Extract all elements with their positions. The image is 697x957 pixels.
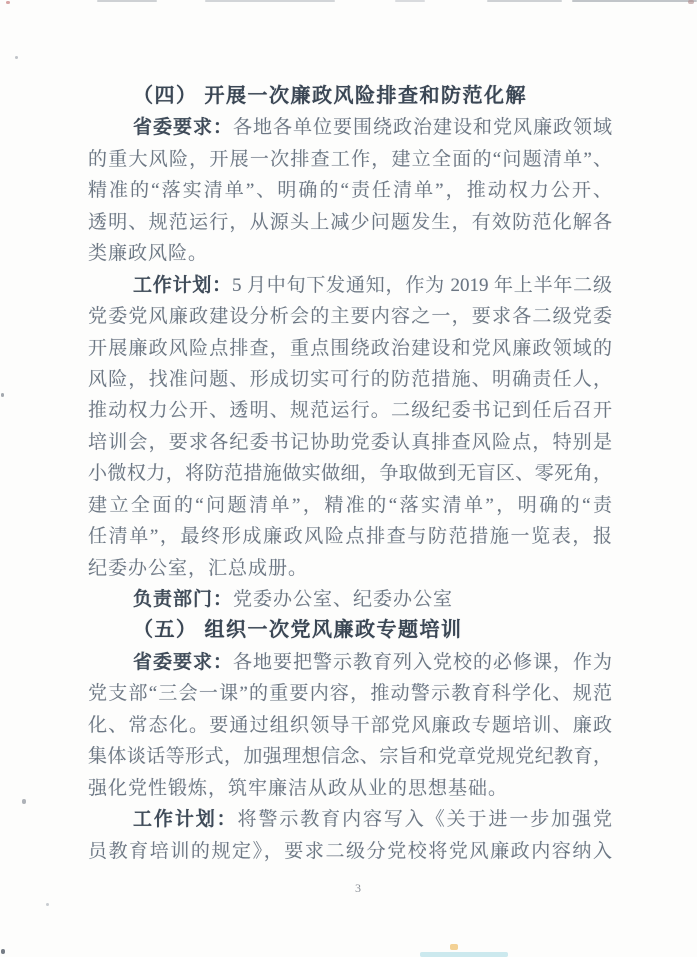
document-line <box>88 584 612 615</box>
document-line <box>88 364 612 395</box>
line-bold-prefix: 省委要求： <box>133 117 233 139</box>
line-bold-prefix: 负责部门： <box>133 589 234 610</box>
line-text: 各地要把警示教育列入党校的必修课，作为 <box>233 651 612 673</box>
document-line <box>88 836 612 867</box>
top-edge-strip <box>205 0 335 2</box>
line-text: 党支部“三会一课”的重要内容，推动警示教育科学化、规范 <box>88 683 612 705</box>
line-text: 类廉政风险。 <box>88 243 209 265</box>
document-line <box>88 710 612 741</box>
document-line <box>88 81 612 112</box>
line-text: 5 月中旬下发通知，作为 2019 年上半年二级 <box>231 274 612 296</box>
top-edge-strip <box>395 0 425 2</box>
document-line <box>88 553 612 584</box>
document-line <box>88 458 612 489</box>
margin-speck <box>15 56 18 59</box>
document-line <box>88 521 612 552</box>
line-text: 开展廉政风险点排查，重点围绕政治建设和党风廉政领域的 <box>88 337 612 359</box>
line-text: 建立全面的“问题清单”，精准的“落实清单”，明确的“责 <box>88 494 612 516</box>
document-line <box>88 490 612 521</box>
line-text: 强化党性锻炼，筑牢廉洁从政从业的思想基础。 <box>88 777 509 799</box>
line-text: （五） 组织一次党风廉政专题培训 <box>133 619 463 642</box>
line-text: 党委办公室、纪委办公室 <box>233 589 454 610</box>
blue-streak <box>420 952 508 957</box>
line-text: 各地各单位要围绕政治建设和党风廉政领域 <box>233 117 612 139</box>
document-line <box>88 333 612 364</box>
document-line <box>88 647 612 678</box>
line-text: 党委党风廉政建设分析会的主要内容之一，要求各二级党委 <box>88 306 612 328</box>
line-bold-prefix: 工作计划： <box>133 274 232 296</box>
margin-speck <box>1 393 4 397</box>
line-text: 纪委办公室，汇总成册。 <box>88 557 309 579</box>
line-bold-prefix: 省委要求： <box>133 651 233 673</box>
page-number: 3 <box>355 881 361 895</box>
document-line <box>88 773 612 804</box>
document-line <box>88 615 612 646</box>
line-text: 将警示教育内容写入《关于进一步加强党 <box>237 809 612 831</box>
line-text: 集体谈话等形式，加强理想信念、宗旨和党章党规党纪教育， <box>88 746 612 768</box>
line-text: 风险，找准问题、形成切实可行的防范措施、明确责任人， <box>88 368 612 390</box>
line-text: 任清单”，最终形成廉政风险点排查与防范措施一览表，报 <box>88 526 612 548</box>
line-text: 透明、规范运行，从源头上减少问题发生，有效防范化解各 <box>88 211 612 233</box>
document-line <box>88 238 612 269</box>
line-text: 推动权力公开、透明、规范运行。二级纪委书记到任后召开 <box>88 400 612 422</box>
line-text: 化、常态化。要通过组织领导干部党风廉政专题培训、廉政 <box>88 714 612 736</box>
margin-speck <box>22 799 26 804</box>
margin-speck <box>46 903 49 906</box>
document-line <box>88 270 612 301</box>
document-line <box>88 301 612 332</box>
top-right-speck <box>688 0 694 4</box>
document-line <box>88 741 612 772</box>
line-text: （四） 开展一次廉政风险排查和防范化解 <box>133 85 528 107</box>
line-text: 的重大风险，开展一次排查工作，建立全面的“问题清单”、 <box>88 148 612 170</box>
document-body <box>88 81 612 867</box>
document-line <box>88 395 612 426</box>
top-left-speck <box>6 1 10 4</box>
document-line <box>88 804 612 835</box>
line-bold-prefix: 工作计划： <box>133 809 238 831</box>
document-line <box>88 175 612 206</box>
line-text: 员教育培训的规定》，要求二级分党校将党风廉政内容纳入 <box>88 840 612 862</box>
document-line <box>88 678 612 709</box>
corner-speck <box>1 949 5 954</box>
line-text: 小微权力，将防范措施做实做细，争取做到无盲区、零死角， <box>88 463 612 485</box>
document-line <box>88 427 612 458</box>
line-text: 培训会，要求各纪委书记协助党委认真排查风险点，特别是 <box>88 431 612 453</box>
top-edge-strip <box>97 0 157 2</box>
top-edge-strip <box>487 0 562 2</box>
document-line <box>88 112 612 143</box>
document-line <box>88 207 612 238</box>
top-edge-strip <box>572 0 697 2</box>
yellow-dot <box>450 944 458 950</box>
document-line <box>88 144 612 175</box>
line-text: 精准的“落实清单”、明确的“责任清单”，推动权力公开、 <box>88 180 612 202</box>
